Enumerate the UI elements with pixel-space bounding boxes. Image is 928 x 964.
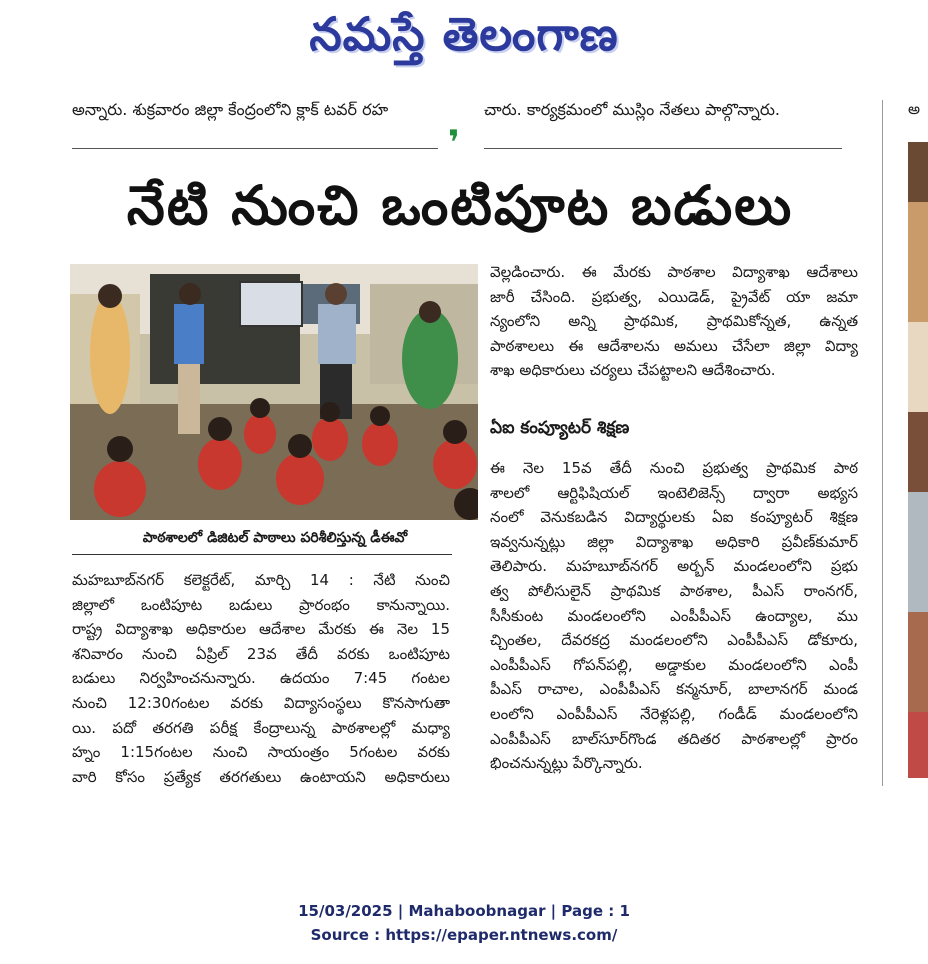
body-right-bottom-line: పీఎస్ రాచాల, ఎంపీపీఎస్ కన్మనూర్, బాలానగర్ మండ (490, 680, 858, 699)
adjacent-column-fragment: అ (908, 100, 921, 118)
body-left-line: శనివారం నుంచి ఏప్రిల్ 23వ తేదీ వరకు ఒంటిపూట (72, 644, 450, 663)
body-left-line: బడులు నిర్వహించనున్నారు. ఉదయం 7:45 గంటల (72, 669, 450, 688)
article-body-right-top (490, 260, 858, 383)
body-right-bottom-line: నంలో వెనుకబడిన విద్యార్థులకు ఏఐ కంప్యూటర్ శిక్షణ (490, 508, 858, 527)
divider-right (484, 148, 842, 149)
body-left-line: నుంచి 12:30గంటల వరకు విద్యాసంస్థలు కొనసాగుతా (72, 693, 450, 712)
body-left-line: హ్నం 1:15గంటల నుంచి సాయంత్రం 5గంటల వరకు (72, 743, 450, 762)
body-right-bottom-line: భించనున్నట్లు పేర్కొన్నారు. (490, 754, 643, 773)
article-headline: నేటి నుంచి ఒంటిపూట బడులు (126, 174, 794, 237)
body-right-bottom-line: ఇవ్వనున్నట్లు జిల్లా విద్యాశాఖ అధికారి ప్రవీణ్‌కుమార్ (490, 532, 858, 551)
body-right-top-line: వెల్లడించారు. ఈ మేరకు పాఠశాల విద్యాశాఖ ఆదేశాలు (490, 263, 858, 281)
caption-underline (72, 554, 452, 555)
previous-article-tail-left: అన్నారు. శుక్రవారం జిల్లా కేంద్రంలోని క్లాక్ టవర్ రహ (72, 100, 389, 119)
body-right-bottom-line: సీసీకుంట మండలంలోని ఎంపీపీఎస్ ఉంద్యాల, ము (490, 606, 858, 625)
divider-left (72, 148, 438, 149)
body-left-line: రాష్ట్ర విద్యాశాఖ అధికారుల ఆదేశాల మేరకు ఈ నెల 15 (72, 620, 450, 639)
body-right-top-line: పాఠశాలలు ఈ ఆదేశాలను అమలు చేసేలా జిల్లా విద్యా (490, 336, 858, 355)
body-right-bottom-line: ఎంపీపీఎస్ గోపన్‌పల్లి, అడ్డాకుల మండలంలోని ఎంపీ (490, 655, 858, 674)
body-right-bottom-line: త్వ పోలీసులైన్ ప్రాథమిక పాఠశాల, పీఎస్ రాంనగర్, (490, 581, 858, 600)
body-right-bottom-line: ఎంపీపీఎస్ బాల్‌సూర్‌గొండ తదితర పాఠశాలల్లో ప్రారం (490, 729, 858, 748)
body-right-bottom-line: తెలిపారు. మహబూబ్‌నగర్ అర్బన్ మండలంలోని ప్రభు (490, 557, 858, 576)
article-photo (70, 264, 478, 520)
body-right-top-line: జారీ చేసింది. ప్రభుత్వ, ఎయిడెడ్, ప్రైవేట్ యా జమా (490, 287, 858, 306)
body-right-bottom-line: శాలలో ఆర్టిఫిషియల్ ఇంటెలిజెన్స్ ద్వారా అభ్యస (490, 483, 858, 502)
article-body-left (72, 568, 450, 789)
footer-edition-info: 15/03/2025 | Mahaboobnagar | Page : 1 (298, 902, 630, 920)
footer-source: Source : https://epaper.ntnews.com/ (310, 926, 618, 944)
body-left-line: యి. పదో తరగతి పరీక్ష కేంద్రాలున్న పాఠశాలల్లో మధ్యా (72, 718, 450, 737)
quote-ornament-icon: ❜ (448, 123, 460, 163)
newspaper-logo: నమస్తే తెలంగాణ (309, 7, 619, 61)
body-left-line: జిల్లాలో ఒంటిపూట బడులు ప్రారంభం కానున్నాయి. (72, 595, 450, 614)
body-right-top-line: శాఖ అధికారులు చర్యలు చేపట్టాలని ఆదేశించారు. (490, 361, 776, 380)
body-left-line: మహబూబ్‌నగర్ కలెక్టరేట్, మార్చి 14 : నేటి నుంచి (72, 571, 450, 589)
column-divider (882, 100, 883, 786)
article-subheading: ఏఐ కంప్యూటర్ శిక్షణ (490, 418, 630, 438)
body-right-top-line: న్యంలోని అన్ని ప్రాథమిక, ప్రాథమికోన్నత, ఉన్నత (490, 312, 858, 331)
body-left-line: వారి కోసం ప్రత్యేక తరగతులు ఉంటాయని అధికారులు (72, 767, 450, 786)
article-body-right-bottom (490, 456, 858, 776)
masthead (0, 0, 928, 80)
body-right-bottom-line: చ్చింతల, దేవరకద్ర మండలంలోని ఎంపీపీఎస్ డోకూరు, (490, 631, 858, 650)
previous-article-tail-right: చారు. కార్యక్రమంలో ముస్లిం నేతలు పాల్గొన్నారు. (484, 100, 780, 119)
body-right-bottom-line: ఈ నెల 15వ తేదీ నుంచి ప్రభుత్వ ప్రాథమిక పాఠ (490, 459, 858, 477)
body-right-bottom-line: లంలోని ఎంపీపీఎస్ నేరెళ్లపల్లి, గండీడ్ మండలంలోని (490, 704, 858, 723)
adjacent-photo-fragment (908, 142, 928, 778)
photo-caption: పాఠశాలలో డిజిటల్ పాఠాలు పరిశీలిస్తున్న డీఈవో (142, 530, 408, 546)
